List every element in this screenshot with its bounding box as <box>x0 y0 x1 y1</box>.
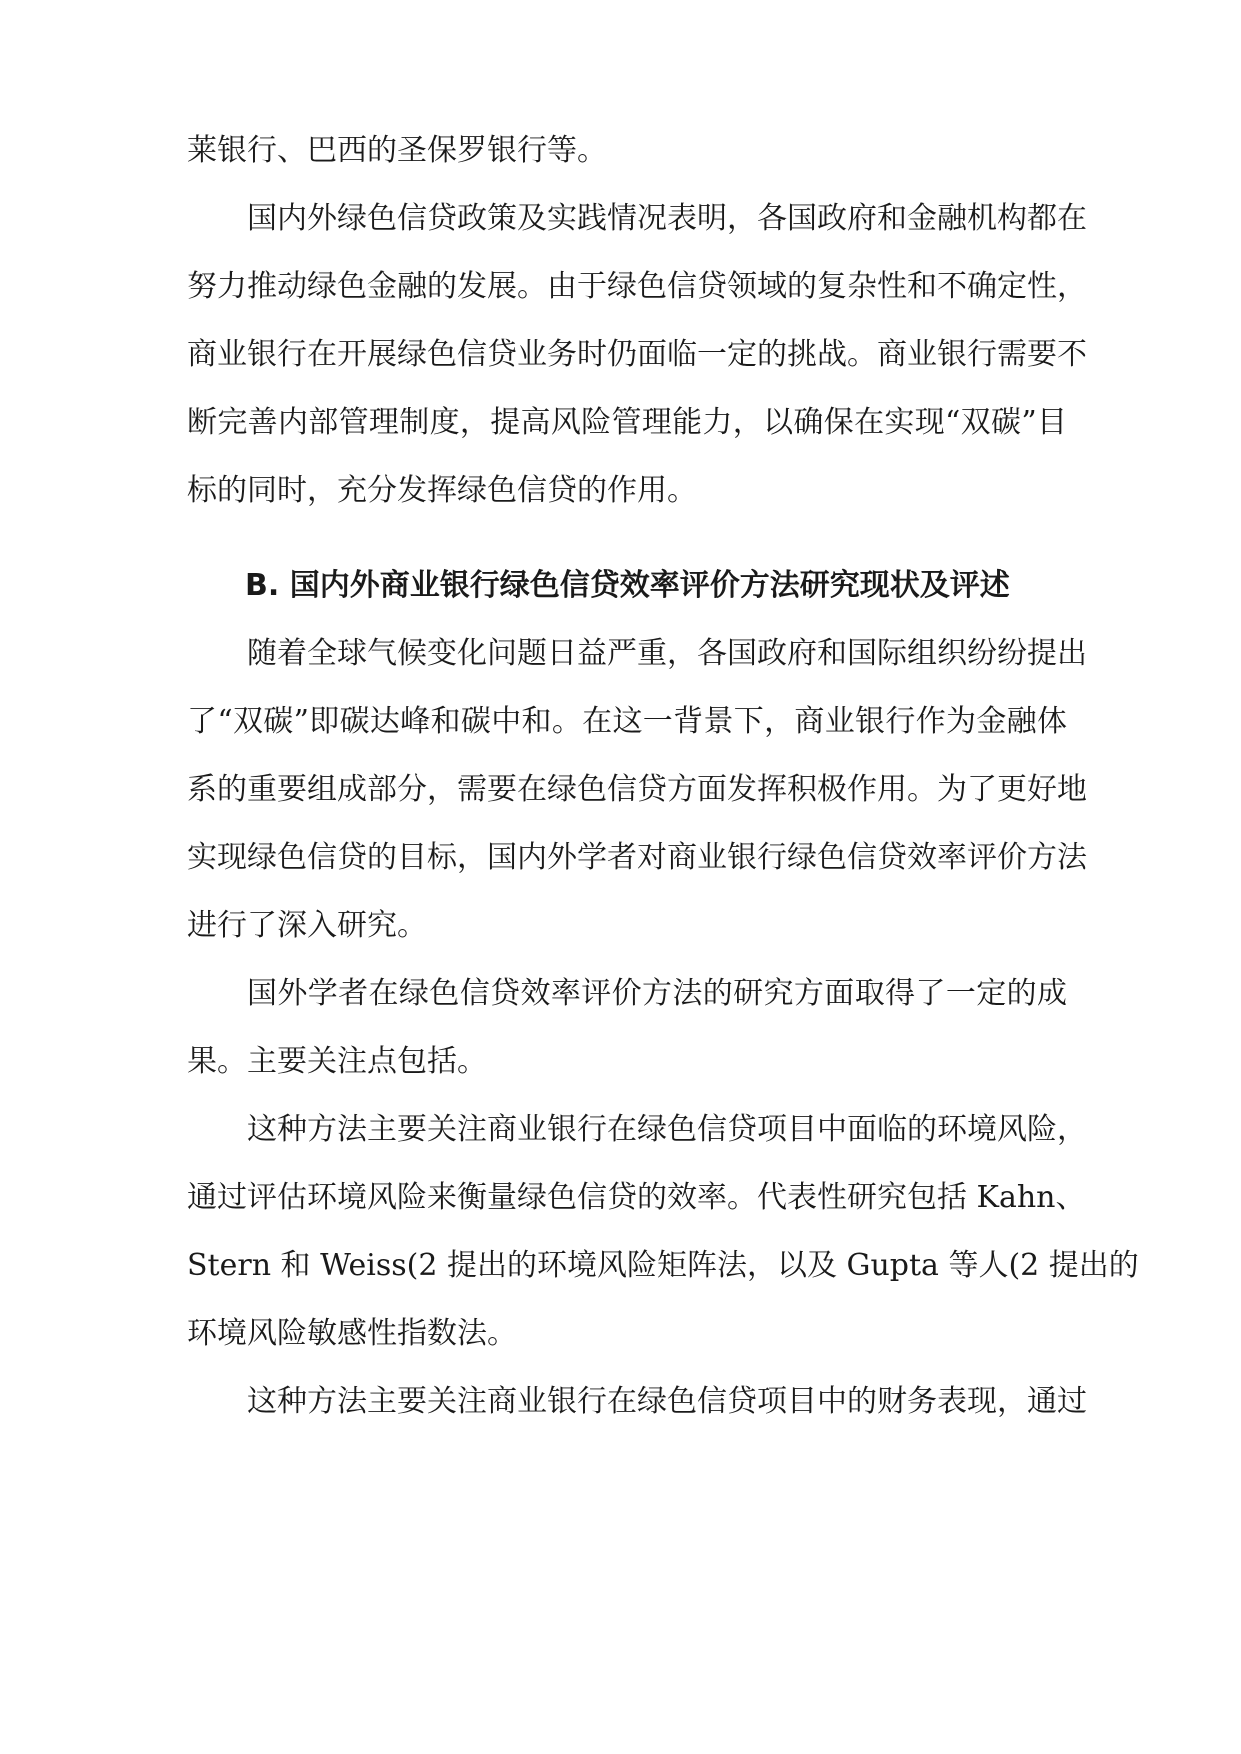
paragraph-line: Stern 和 Weiss(2 提出的环境风险矩阵法，以及 Gupta 等人(2 提出的 <box>187 1248 1139 1283</box>
paragraph-line: 断完善内部管理制度，提高风险管理能力，以确保在实现“双碳”目 <box>187 405 1067 440</box>
paragraph-line: 莱银行、巴西的圣保罗银行等。 <box>187 133 607 168</box>
paragraph-line: 进行了深入研究。 <box>187 908 427 943</box>
paragraph-line: 环境风险敏感性指数法。 <box>187 1316 517 1351</box>
paragraph-line: 国内外绿色信贷政策及实践情况表明，各国政府和金融机构都在 <box>247 201 1087 236</box>
paragraph-line: 这种方法主要关注商业银行在绿色信贷项目中面临的环境风险， <box>247 1112 1087 1147</box>
paragraph-line: 标的同时，充分发挥绿色信贷的作用。 <box>187 473 697 508</box>
paragraph-line: 国外学者在绿色信贷效率评价方法的研究方面取得了一定的成 <box>247 976 1067 1011</box>
section-heading: B. 国内外商业银行绿色信贷效率评价方法研究现状及评述 <box>245 568 1010 603</box>
paragraph-line: 果。主要关注点包括。 <box>187 1044 487 1079</box>
paragraph-line: 这种方法主要关注商业银行在绿色信贷项目中的财务表现，通过 <box>247 1384 1087 1419</box>
paragraph-line: 努力推动绿色金融的发展。由于绿色信贷领域的复杂性和不确定性， <box>187 269 1087 304</box>
paragraph-line: 通过评估环境风险来衡量绿色信贷的效率。代表性研究包括 Kahn、 <box>187 1180 1086 1215</box>
paragraph-line: 随着全球气候变化问题日益严重，各国政府和国际组织纷纷提出 <box>247 636 1087 671</box>
paragraph-line: 实现绿色信贷的目标，国内外学者对商业银行绿色信贷效率评价方法 <box>187 840 1087 875</box>
paragraph-line: 商业银行在开展绿色信贷业务时仍面临一定的挑战。商业银行需要不 <box>187 337 1087 372</box>
paragraph-line: 系的重要组成部分，需要在绿色信贷方面发挥积极作用。为了更好地 <box>187 772 1087 807</box>
paragraph-line: 了“双碳”即碳达峰和碳中和。在这一背景下，商业银行作为金融体 <box>187 704 1067 739</box>
